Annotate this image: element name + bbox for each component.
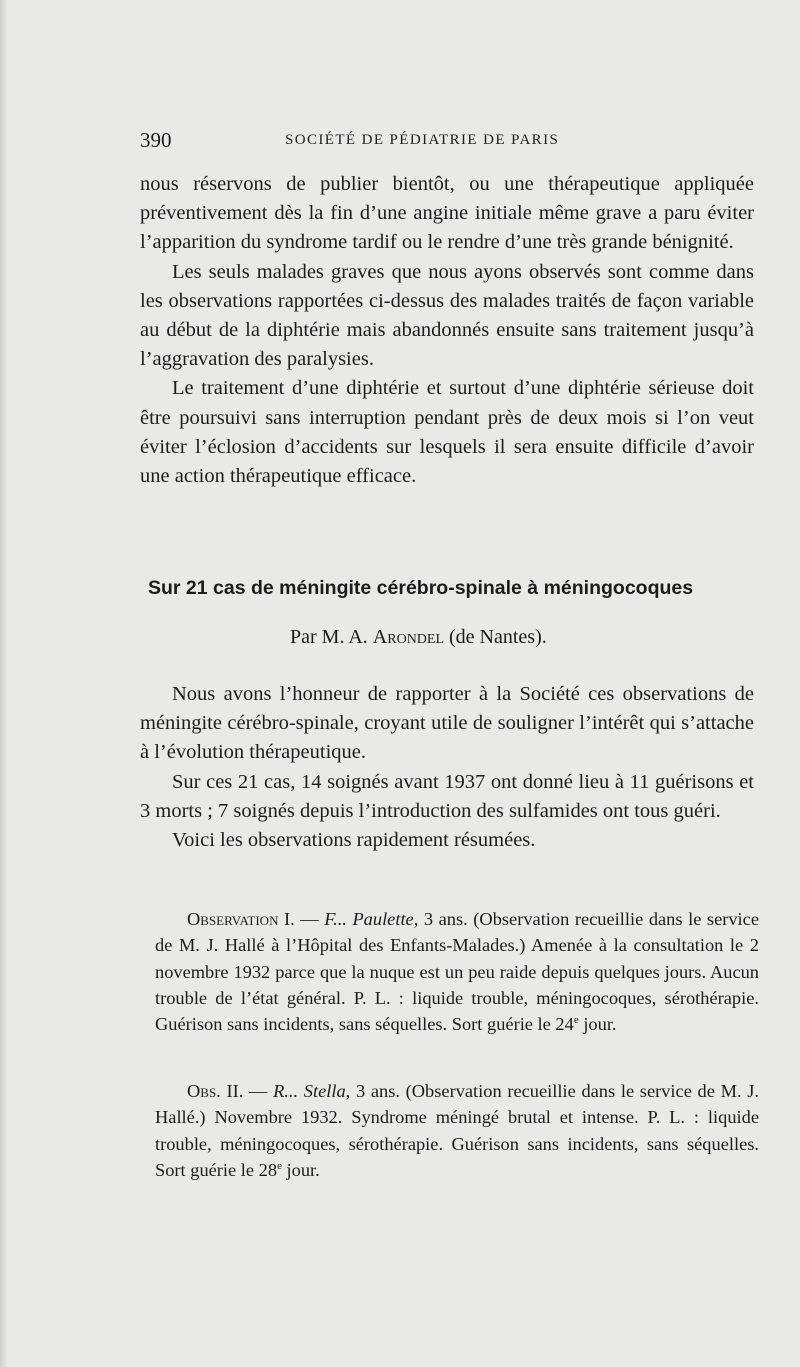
article-paragraph-1: Nous avons l’honneur de rapporter à la Société ces observations de méningite cérébro-spinale, croyant utile de souligner l’intérêt qui s’attache à l’évolution thérapeutique. [140, 683, 754, 764]
observation-dash: — [243, 1081, 274, 1101]
article-paragraph-2: Sur ces 21 cas, 14 soignés avant 1937 ont donné lieu à 11 guérisons et 3 morts ; 7 soignés depuis l’introduction des sulfamides ont tous guéri. [140, 770, 754, 822]
observation-label: Obs. II. [187, 1081, 244, 1101]
running-head: SOCIÉTÉ DE PÉDIATRIE DE PARIS [285, 132, 560, 148]
ordinal-superscript: e [277, 1159, 282, 1172]
article-byline [290, 626, 547, 649]
article-paragraph-3: Voici les observations rapidement résumées. [172, 829, 536, 852]
observation-text: 3 ans. (Observation recueillie dans le service de M. J. Hallé à l’Hôpital des Enfants-Malades.) Amenée à la consultation le 2 novembre 1932 parce que la nuque est un peu raide depuis quelques jours. Aucun trouble de l’état général. P. L. : liquide trouble, méningocoques, sérothérapie. Guérison sans incidents, sans séquelles. Sort guérie le 24 [155, 909, 759, 1035]
patient-name: R... Stella, [273, 1081, 351, 1101]
observation-paragraph [155, 1078, 759, 1183]
observation-1 [155, 906, 759, 1037]
article-intro [140, 680, 754, 855]
observation-2 [155, 1078, 759, 1183]
page-gutter-shadow [0, 0, 8, 1367]
intro-paragraph-2: Les seuls malades graves que nous ayons observés sont comme dans les observations rapportées ci-dessus des malades traités de façon variable au début de la diphtérie mais abandonnés ensuite sans traitement jusqu’à l’aggravation des paralysies. [140, 260, 754, 371]
article-title: Sur 21 cas de méningite cérébro-spinale à méningocoques [148, 577, 694, 599]
page-number: 390 [140, 128, 172, 152]
observation-text-end: jour. [578, 1014, 617, 1035]
observation-text-end: jour. [281, 1159, 320, 1180]
page-header [140, 128, 750, 154]
observation-label: Observation I. [187, 909, 295, 929]
byline-author: Arondel [372, 626, 445, 648]
patient-name: F... Paulette, [324, 909, 419, 929]
intro-paragraph-3: Le traitement d’une diphtérie et surtout d’une diphtérie sérieuse doit être poursuivi sans interruption pendant près de deux mois si l’on veut éviter l’éclosion d’accidents sur lesquels il sera ensuite difficile d’avoir une action thérapeutique efficace. [140, 377, 754, 488]
intro-paragraph-1: nous réservons de publier bientôt, ou une thérapeutique appliquée préventivement dès la fin d’une angine initiale même grave a paru éviter l’apparition du syndrome tardif ou le rendre d’une très grande bénignité. [140, 173, 754, 254]
ordinal-superscript: e [573, 1014, 579, 1027]
observation-text: 3 ans. (Observation recueillie dans le service de M. J. Hallé.) Novembre 1932. Syndrome méningé brutal et intense. P. L. : liquide trouble, méningocoques, sérothérapie. Guérison sans incidents, sans séquelles. Sort guérie le 28 [155, 1081, 759, 1180]
observation-paragraph [155, 906, 759, 1037]
byline-prefix: Par M. A. [290, 626, 373, 648]
intro-section [140, 170, 754, 491]
byline-suffix: (de Nantes). [444, 626, 547, 648]
observation-dash: — [294, 909, 325, 929]
